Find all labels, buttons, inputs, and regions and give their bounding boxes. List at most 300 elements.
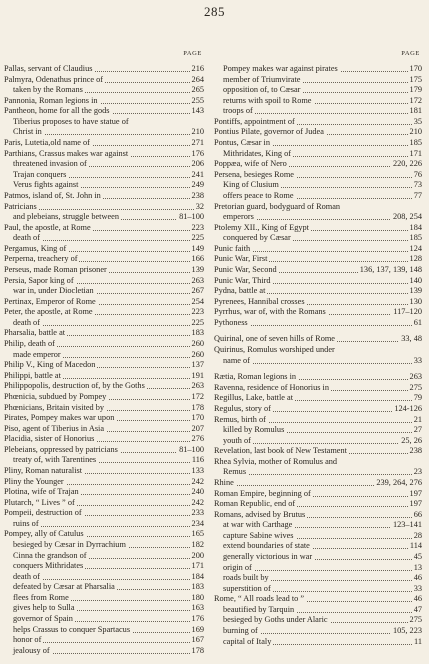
index-entry — [4, 212, 204, 223]
index-entry — [214, 584, 422, 595]
index-entry-text: generally victorious in war — [214, 552, 314, 561]
index-entry — [214, 117, 422, 128]
index-entry — [214, 345, 422, 356]
index-entry-text: Roman Republic, end of — [214, 499, 296, 509]
index-entry — [4, 265, 204, 276]
index-entry-text: Pharsalia, battle at — [4, 328, 66, 338]
index-entry-text: Pompey, ally of Catulus — [4, 529, 84, 539]
index-entry-pages: 123–141 — [392, 520, 422, 530]
index-entry-text: Philip V., King of Macedon — [4, 360, 96, 370]
index-entry-pages: 139 — [409, 286, 422, 296]
index-entry-pages: 170 — [409, 64, 422, 73]
index-entry — [4, 392, 204, 403]
index-entry-pages: 197 — [409, 499, 422, 509]
index-entry-text: beautified by Tarquin — [214, 605, 296, 614]
index-entry-text: Pretorian guard, bodyguard of Roman — [214, 201, 341, 211]
index-entry — [4, 180, 204, 191]
index-entry — [4, 540, 204, 551]
index-entry-pages: 210 — [409, 127, 422, 137]
index-entry-pages: 81–100 — [179, 444, 204, 454]
index-entry-text: Plebeians, oppressed by patricians — [4, 444, 118, 454]
index-entry — [4, 508, 204, 519]
index-entry-pages: 139 — [191, 264, 204, 274]
index-entry — [4, 625, 204, 636]
index-entry-text: Parthians, Crassus makes war against — [4, 148, 129, 158]
index-entry-pages: 46 — [413, 573, 422, 583]
index-entry-pages: 35 — [413, 116, 422, 126]
index-entry-text: Mithridates, King of — [214, 149, 293, 158]
index-entry-text: roads built by — [214, 573, 271, 582]
index-entry-text: Ptolemy XII., King of Egypt — [214, 222, 309, 232]
index-entry-pages: 275 — [409, 382, 422, 392]
index-entry — [214, 594, 422, 605]
index-entry-text: Rhea Sylvia, mother of Romulus and — [214, 456, 338, 466]
index-entry — [214, 615, 422, 626]
index-entry-pages: 263 — [191, 275, 204, 285]
index-entry — [4, 307, 204, 318]
index-entry-pages: 176 — [191, 148, 204, 158]
index-entry — [4, 413, 204, 424]
index-entry — [214, 286, 422, 297]
index-entry — [214, 457, 422, 468]
index-entry — [214, 276, 422, 287]
index-entry — [214, 478, 422, 489]
index-entry — [4, 191, 204, 202]
index-entry — [4, 170, 204, 181]
index-entry — [214, 212, 422, 223]
index-entry — [4, 572, 204, 583]
index-entry — [4, 149, 204, 160]
index-entry-text: besieged by Cæsar in Dyrrachium — [4, 540, 128, 549]
index-entry-text: Remus, birth of — [214, 414, 266, 424]
index-entry — [214, 318, 422, 329]
index-entry-pages: 165 — [191, 529, 204, 539]
index-entry — [4, 582, 204, 593]
index-entry — [4, 138, 204, 149]
index-entry-text: gives help to Sulla — [4, 603, 77, 612]
index-entry — [214, 149, 422, 160]
index-entry — [214, 127, 422, 138]
index-entry-text: troops of — [214, 106, 255, 115]
page-number: 285 — [204, 4, 225, 19]
right-index-list — [214, 64, 422, 647]
index-entry-pages: 220, 226 — [392, 159, 422, 169]
index-entry-pages: 267 — [191, 286, 204, 296]
index-entry-text: defeated by Cæsar at Pharsalia — [4, 582, 117, 591]
index-entry-text: killed by Romulus — [214, 425, 286, 434]
index-entry — [214, 223, 422, 234]
index-entry-text: Perseus, made Roman prisoner — [4, 264, 107, 274]
index-entry — [214, 489, 422, 500]
index-entry — [214, 180, 422, 191]
index-entry — [214, 605, 422, 616]
index-entry-pages: 66 — [413, 509, 422, 519]
index-entry-pages: 206 — [191, 159, 204, 169]
index-entry-text: Tiberius proposes to have statue of — [4, 117, 131, 126]
index-entry-pages: 275 — [409, 615, 422, 625]
index-entry — [214, 552, 422, 563]
index-entry — [4, 223, 204, 234]
index-entry-text: Verus fights against — [4, 180, 80, 189]
index-entry — [214, 64, 422, 75]
index-entry-pages: 225 — [191, 317, 204, 327]
index-entry-pages: 200 — [191, 550, 204, 560]
index-entry-text: Rome, “ All roads lead to ” — [214, 594, 305, 604]
index-entry-pages: 81–100 — [179, 212, 204, 222]
index-entry-text: Patricians — [4, 201, 37, 211]
index-entry-pages: 172 — [191, 391, 204, 401]
index-entry-text: and plebeians, struggle between — [4, 212, 121, 221]
index-entry-text: conquered by Cæsar — [214, 233, 293, 242]
index-entry — [4, 614, 204, 625]
index-entry-text: Romans, advised by Brutus — [214, 509, 306, 519]
index-entry-text: Philippopolis, destruction of, by the Goths — [4, 381, 145, 391]
index-entry-text: helps Crassus to conquer Spartacus — [4, 625, 132, 634]
index-entry-pages: 233 — [191, 508, 204, 518]
index-entry-text: Pydna, battle at — [214, 286, 266, 296]
index-entry-pages: 242 — [191, 497, 204, 507]
index-entry — [214, 85, 422, 96]
index-entry-text: taken by the Romans — [4, 85, 85, 94]
index-entry-pages: 260 — [191, 349, 204, 359]
index-entry-text: Rætia, Roman legions in — [214, 372, 297, 382]
index-entry-pages: 32 — [195, 201, 204, 211]
index-entry-text: Pliny, Roman naturalist — [4, 465, 83, 475]
index-entry-text: capture Sabine wives — [214, 531, 296, 540]
index-entry-pages: 185 — [409, 233, 422, 243]
index-entry-text: Pliny the Younger — [4, 476, 64, 486]
index-entry-pages: 136, 137, 139, 148 — [359, 264, 422, 274]
index-entry-text: Piso, agent of Tiberius in Asia — [4, 423, 105, 433]
index-entry-pages: 172 — [409, 95, 422, 105]
index-entry-text: Philip, death of — [4, 339, 55, 349]
index-entry-pages: 47 — [413, 604, 422, 614]
index-entry-pages: 33, 48 — [401, 334, 422, 344]
index-entry-text: Quirinal, one of seven hills of Rome — [214, 334, 335, 344]
index-entry-pages: 137 — [191, 360, 204, 370]
index-entry-pages: 170 — [191, 413, 204, 423]
index-entry-pages: 263 — [409, 372, 422, 382]
index-entry — [214, 138, 422, 149]
index-entry — [4, 455, 204, 466]
index-entry-text: Roman Empire, beginning of — [214, 488, 311, 498]
index-entry-text: extend boundaries of state — [214, 541, 312, 550]
index-entry-text: death of — [4, 572, 42, 581]
index-entry — [214, 356, 422, 367]
index-entry — [4, 127, 204, 138]
index-entry — [4, 371, 204, 382]
index-entry-text: Revelation, last book of New Testament — [214, 446, 347, 456]
index-entry-pages: 73 — [413, 180, 422, 190]
index-entry — [4, 350, 204, 361]
index-entry-pages: 175 — [409, 74, 422, 84]
index-entry-pages: 207 — [191, 423, 204, 433]
index-entry-text: Pyrrhus, war of, with the Romans — [214, 307, 326, 317]
index-entry-pages: 184 — [191, 571, 204, 581]
index-entry-pages: 234 — [191, 518, 204, 528]
index-entry-text: Perperna, treachery of — [4, 254, 78, 264]
index-entry-pages: 61 — [413, 317, 422, 327]
index-entry-text: Placidia, sister of Honorius — [4, 434, 95, 444]
index-entry-pages: 263 — [191, 381, 204, 391]
index-entry — [214, 96, 422, 107]
index-entry-pages: 46 — [413, 594, 422, 604]
index-entry — [214, 106, 422, 117]
index-entry-pages: 171 — [191, 561, 204, 571]
index-entry-pages: 45 — [413, 552, 422, 562]
index-entry — [214, 307, 422, 318]
index-entry-text: superstition of — [214, 584, 273, 593]
index-entry-pages: 77 — [413, 190, 422, 200]
index-entry-pages: 25, 26 — [401, 435, 422, 445]
index-entry — [4, 529, 204, 540]
index-entry-pages: 28 — [413, 530, 422, 540]
index-entry-text: besieged by Goths under Alaric — [214, 615, 330, 624]
index-entry — [4, 403, 204, 414]
index-entry — [214, 265, 422, 276]
index-entry-pages: 171 — [409, 148, 422, 158]
index-entry-text: opposition of, to Cæsar — [214, 85, 302, 94]
index-entry-pages: 223 — [191, 222, 204, 232]
index-entry-pages: 264 — [191, 74, 204, 84]
index-entry — [214, 510, 422, 521]
index-entry — [214, 297, 422, 308]
index-entry-pages: 130 — [409, 296, 422, 306]
index-entry — [214, 573, 422, 584]
left-index-list — [4, 64, 204, 656]
index-entry — [4, 477, 204, 488]
index-entry-text: Christ in — [4, 127, 44, 136]
index-entry-text: Punic faith — [214, 243, 251, 253]
index-entry — [4, 561, 204, 572]
index-entry-text: war in, under Diocletian — [4, 286, 96, 295]
index-entry — [214, 191, 422, 202]
index-entry-text: Philippi, battle at — [4, 370, 61, 380]
index-entry-pages: 13 — [413, 562, 422, 572]
index-entry-text: threatened invasion of — [4, 159, 89, 168]
index-entry-pages: 225 — [191, 233, 204, 243]
index-entry-pages: 76 — [413, 169, 422, 179]
index-entry-pages: 276 — [191, 434, 204, 444]
index-entry-pages: 223 — [191, 307, 204, 317]
index-entry-text: Pontius Pilate, governor of Judea — [214, 127, 324, 137]
index-entry-pages: 143 — [191, 106, 204, 116]
index-entry — [214, 436, 422, 447]
index-entry — [214, 170, 422, 181]
index-entry-text: Pontiffs, appointment of — [214, 116, 295, 126]
index-entry-text: Punic War, Third — [214, 275, 271, 285]
index-entry — [4, 635, 204, 646]
index-entry — [4, 233, 204, 244]
index-entry-pages: 240 — [191, 487, 204, 497]
index-entry-pages: 260 — [191, 339, 204, 349]
index-entry-pages: 114 — [409, 541, 422, 551]
index-entry-text: Pirates, Pompey makes war upon — [4, 413, 115, 423]
index-entry — [214, 626, 422, 637]
index-entry — [214, 244, 422, 255]
index-entry-text: Phœnicia, subdued by Pompey — [4, 391, 107, 401]
index-entry-text: jealousy of — [4, 646, 52, 655]
index-entry-pages: 179 — [409, 85, 422, 95]
index-entry — [214, 531, 422, 542]
index-entry — [4, 381, 204, 392]
index-entry-text: made emperor — [4, 350, 63, 359]
index-entry-pages: 239, 264, 276 — [376, 477, 422, 487]
index-entry — [214, 334, 422, 345]
index-entry-text: origin of — [214, 563, 254, 572]
index-entry — [4, 318, 204, 329]
index-entry — [4, 603, 204, 614]
index-entry-text: Plutarch, “ Lives ” of — [4, 497, 75, 507]
index-entry-text: King of Clusium — [214, 180, 281, 189]
index-entry-pages: 116 — [191, 455, 204, 465]
index-entry-pages: 210 — [191, 127, 204, 137]
index-entry — [214, 393, 422, 404]
index-entry-pages: 27 — [413, 425, 422, 435]
index-entry-text: at war with Carthage — [214, 520, 294, 529]
index-entry — [4, 297, 204, 308]
index-entry-text: Regillus, Lake, battle at — [214, 393, 294, 403]
index-entry — [4, 85, 204, 96]
index-entry — [4, 202, 204, 213]
index-entry-text: Pannonia, Roman legions in — [4, 95, 98, 105]
index-entry — [4, 498, 204, 509]
index-entry-pages: 169 — [191, 624, 204, 634]
index-entry — [4, 519, 204, 530]
index-entry-text: Persena, besieges Rome — [214, 169, 294, 179]
index-entry — [214, 202, 422, 213]
index-entry-text: Pergamus, King of — [4, 243, 67, 253]
index-entry-text: death of — [4, 233, 42, 242]
index-entry-text: Patmos, island of, St. John in — [4, 190, 101, 200]
index-entry-pages: 241 — [191, 169, 204, 179]
index-entry-pages: 254 — [191, 296, 204, 306]
index-entry — [214, 75, 422, 86]
index-entry-pages: 208, 254 — [392, 212, 422, 222]
index-entry-pages: 124-126 — [394, 403, 422, 413]
index-entry-pages: 180 — [191, 592, 204, 602]
index-entry — [4, 434, 204, 445]
index-entry-pages: 265 — [191, 85, 204, 95]
index-entry-pages: 178 — [191, 645, 204, 655]
index-entry-pages: 23 — [413, 467, 422, 477]
index-entry — [214, 372, 422, 383]
index-entry-pages: 242 — [191, 476, 204, 486]
index-entry-text: Pompeii, destruction of — [4, 508, 82, 518]
index-entry-text: Regulus, story of — [214, 403, 271, 413]
index-entry — [4, 96, 204, 107]
index-entry-pages: 133 — [191, 465, 204, 475]
left-column — [4, 50, 204, 656]
index-entry-pages: 255 — [191, 95, 204, 105]
index-entry — [214, 404, 422, 415]
index-entry-text: ruins of — [4, 519, 41, 528]
index-entry — [4, 646, 204, 657]
index-entry-pages: 166 — [191, 254, 204, 264]
index-entry — [4, 360, 204, 371]
index-entry-text: Pythoness — [214, 317, 248, 327]
index-entry-text: Paul, the apostle, at Rome — [4, 222, 91, 232]
index-entry-text: Punic War, First — [214, 254, 268, 264]
index-entry-text: treaty of, with Tarentines — [4, 455, 98, 464]
index-entry — [214, 383, 422, 394]
index-entry-pages: 249 — [191, 180, 204, 190]
index-entry-text: conquers Mithridates — [4, 561, 85, 570]
index-entry — [4, 487, 204, 498]
index-entry-pages: 181 — [409, 106, 422, 116]
index-entry-pages: 11 — [414, 636, 422, 646]
index-entry-pages: 185 — [409, 138, 422, 148]
index-entry-pages: 197 — [409, 488, 422, 498]
index-entry-text: Pyrenees, Hannibal crosses — [214, 296, 305, 306]
index-entry — [214, 467, 422, 478]
index-entry — [4, 117, 204, 128]
index-entry-pages: 238 — [191, 190, 204, 200]
index-entry — [4, 254, 204, 265]
index-entry-pages: 271 — [191, 138, 204, 148]
index-entry-text: Palmyra, Odenathus prince of — [4, 74, 104, 84]
index-entry-text: offers peace to Rome — [214, 191, 296, 200]
index-entry-pages: 216 — [191, 64, 204, 73]
index-entry-text: governor of Spain — [4, 614, 75, 623]
index-entry-text: Paris, Lutetia,old name of — [4, 138, 90, 148]
index-entry-pages: 183 — [191, 328, 204, 338]
index-entry-pages: 167 — [191, 635, 204, 645]
index-entry — [4, 339, 204, 350]
index-entry — [4, 593, 204, 604]
index-entry-pages: 33 — [413, 583, 422, 593]
index-entry-text: Remus — [214, 467, 248, 476]
index-entry — [214, 563, 422, 574]
index-entry-pages: 238 — [409, 446, 422, 456]
index-entry-text: Pertinax, Emperor of Rome — [4, 296, 96, 306]
index-entry — [214, 637, 422, 648]
index-entry-text: member of Triumvirate — [214, 75, 302, 84]
index-entry — [4, 106, 204, 117]
index-entry — [214, 499, 422, 510]
index-entry-text: Pompey makes war against pirates — [214, 64, 340, 73]
index-entry-text: Phœnicians, Britain visited by — [4, 402, 105, 412]
index-entry — [214, 446, 422, 457]
index-entry-text: flees from Rome — [4, 593, 71, 602]
index-entry-text: Ravenna, residence of Honorius in — [214, 382, 329, 392]
index-entry-text: Peter, the apostle, at Rome — [4, 307, 93, 317]
index-entry-pages: 124 — [409, 243, 422, 253]
index-entry — [4, 75, 204, 86]
index-entry-text: youth of — [214, 436, 253, 445]
right-column-header: PAGE — [401, 50, 420, 57]
index-entry-pages: 140 — [409, 275, 422, 285]
index-entry-pages: 33 — [413, 355, 422, 365]
index-entry — [4, 424, 204, 435]
index-entry — [4, 286, 204, 297]
index-entry — [214, 541, 422, 552]
index-entry — [4, 328, 204, 339]
index-entry — [214, 254, 422, 265]
index-entry — [214, 159, 422, 170]
index-entry — [214, 425, 422, 436]
index-entry-text: death of — [4, 318, 42, 327]
index-entry-text: name of — [214, 356, 252, 365]
index-entry-pages: 149 — [191, 243, 204, 253]
index-entry-text: capital of Italy — [214, 637, 273, 646]
left-column-header: PAGE — [183, 50, 202, 57]
index-entry-pages: 176 — [191, 614, 204, 624]
index-entry-pages: 184 — [409, 222, 422, 232]
index-entry — [4, 466, 204, 477]
index-entry-pages: 183 — [191, 582, 204, 592]
index-entry-pages: 21 — [413, 414, 422, 424]
